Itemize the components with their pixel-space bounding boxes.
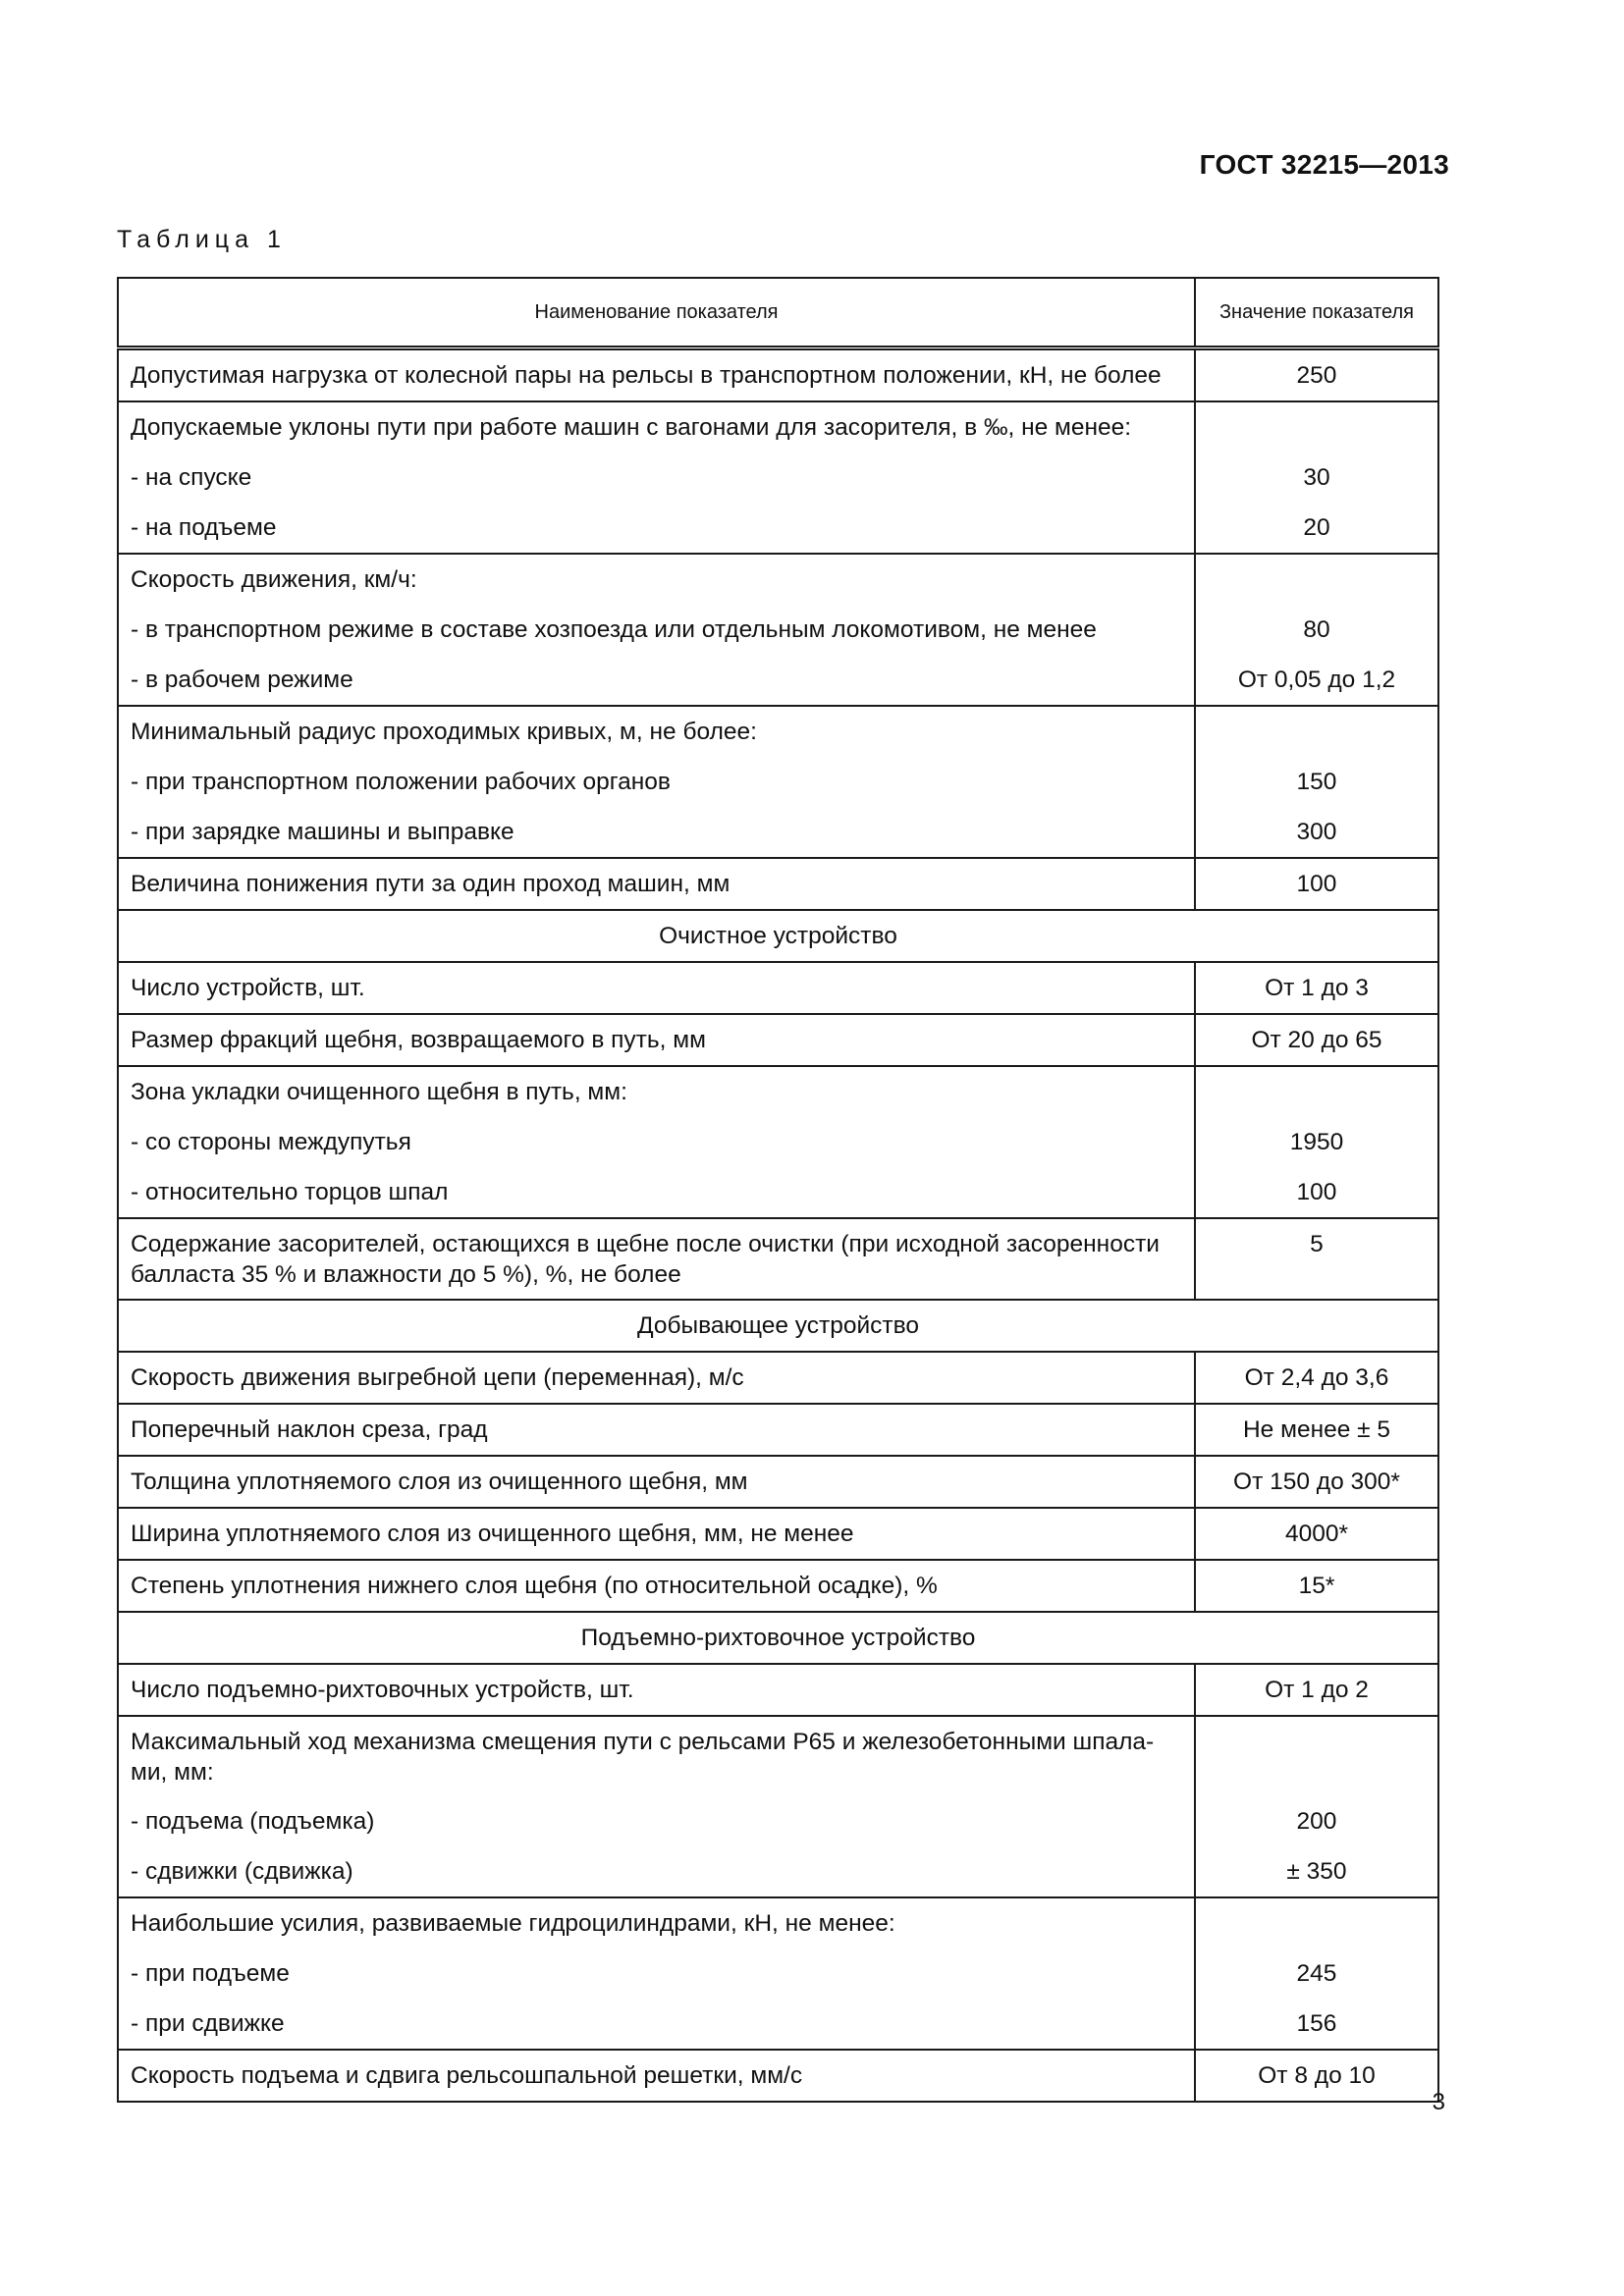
indicator-value [1208, 555, 1426, 605]
indicator-value-cell [1195, 1560, 1438, 1612]
indicator-name: Минимальный радиус проходимых кривых, м, не более: [131, 719, 757, 745]
table-row [118, 1066, 1438, 1218]
header-indicator-name: Наименование показателя [118, 278, 1195, 348]
indicator-value: Не менее ± 5 [1242, 1416, 1391, 1443]
indicator-subitem: - при зарядке машины и выправке [131, 819, 514, 845]
indicator-name-cell [118, 962, 1195, 1014]
indicator-name-cell [118, 1352, 1195, 1404]
table-row [118, 1352, 1438, 1404]
table-row [118, 1716, 1438, 1897]
indicator-subitem: - при транспортном положении рабочих органов [131, 769, 671, 795]
indicator-value: 30 [1303, 464, 1330, 491]
table-body [118, 348, 1438, 2103]
indicator-name: Допускаемые уклоны пути при работе машин с вагонами для засорителя, в ‰, не менее: [131, 414, 1132, 441]
table-header-row [118, 278, 1438, 348]
indicator-name-cell [118, 1664, 1195, 1716]
table-row [118, 706, 1438, 858]
header-indicator-value: Значение показателя [1195, 278, 1438, 348]
indicator-name-cell [118, 1066, 1195, 1218]
indicator-subitem: - со стороны междупутья [131, 1129, 411, 1155]
indicator-value: От 1 до 3 [1265, 975, 1369, 1001]
indicator-name-cell [118, 554, 1195, 706]
indicator-name: Скорость движения выгребной цепи (переменная), м/с [131, 1364, 744, 1391]
page-number: 3 [1432, 2089, 1445, 2115]
section-title [118, 910, 1438, 962]
indicator-value-cell [1195, 1014, 1438, 1066]
table-row [118, 1014, 1438, 1066]
indicator-value: 80 [1303, 616, 1330, 643]
indicator-value: 250 [1296, 362, 1337, 389]
table-row [118, 1456, 1438, 1508]
indicator-subitem: - относительно торцов шпал [131, 1179, 449, 1205]
indicator-name-cell [118, 401, 1195, 554]
indicator-value-cell [1195, 1352, 1438, 1404]
indicator-name-cell [118, 1456, 1195, 1508]
section-title-text: Подъемно-рихтовочное устройство [580, 1625, 976, 1651]
indicator-value: 200 [1296, 1808, 1337, 1835]
indicator-subitem: - на подъеме [131, 514, 277, 541]
indicator-value [1208, 402, 1426, 453]
indicator-value-cell [1195, 1664, 1438, 1716]
indicator-value-cell [1195, 1508, 1438, 1560]
indicator-subitem: - в рабочем режиме [131, 667, 353, 693]
indicator-value-cell [1195, 1404, 1438, 1456]
indicator-value: От 1 до 2 [1265, 1677, 1369, 1703]
indicator-value-cell [1195, 2050, 1438, 2102]
indicator-value [1208, 707, 1426, 757]
indicator-subitem: - подъема (подъемка) [131, 1808, 375, 1835]
indicator-name: Наибольшие усилия, развиваемые гидроцилиндрами, кН, не менее: [131, 1910, 895, 1937]
indicator-name-cell [118, 1560, 1195, 1612]
indicator-subitem: - при подъеме [131, 1960, 290, 1987]
table-caption: Таблица 1 [117, 226, 287, 253]
indicator-subitem: - в транспортном режиме в составе хозпоезда или отдельным локомотивом, не менее [131, 616, 1097, 643]
indicator-value: 1950 [1289, 1129, 1344, 1155]
table-row [118, 1218, 1438, 1300]
table-row [118, 858, 1438, 910]
indicator-name: Поперечный наклон среза, град [131, 1416, 488, 1443]
indicator-value-cell [1195, 554, 1438, 706]
indicator-value-cell [1195, 1456, 1438, 1508]
indicator-value: 156 [1296, 2010, 1337, 2037]
indicator-name-cell [118, 1218, 1195, 1300]
specifications-table [117, 277, 1439, 2103]
indicator-value-cell [1195, 962, 1438, 1014]
document-code: ГОСТ 32215—2013 [1199, 149, 1449, 180]
indicator-name-cell [118, 348, 1195, 402]
section-title-text: Очистное устройство [659, 923, 897, 949]
indicator-value: 300 [1296, 819, 1337, 845]
indicator-name-cell [118, 2050, 1195, 2102]
indicator-value: ± 350 [1286, 1858, 1347, 1885]
indicator-name-cell [118, 1014, 1195, 1066]
indicator-value: От 0,05 до 1,2 [1237, 667, 1396, 693]
indicator-value: От 2,4 до 3,6 [1244, 1364, 1389, 1391]
value-spacer [1208, 1717, 1426, 1796]
section-row [118, 910, 1438, 962]
indicator-name: Число подъемно-рихтовочных устройств, шт. [131, 1677, 634, 1703]
indicator-value-cell [1195, 1218, 1438, 1300]
indicator-value [1208, 1067, 1426, 1117]
indicator-value-cell [1195, 858, 1438, 910]
indicator-name: Число устройств, шт. [131, 975, 365, 1001]
indicator-value: 245 [1296, 1960, 1337, 1987]
table-row [118, 348, 1438, 402]
table-row [118, 1560, 1438, 1612]
indicator-subitem: - сдвижки (сдвижка) [131, 1858, 353, 1885]
indicator-name: Величина понижения пути за один проход машин, мм [131, 871, 731, 897]
indicator-name: Толщина уплотняемого слоя из очищенного щебня, мм [131, 1468, 748, 1495]
indicator-value: От 150 до 300* [1233, 1468, 1400, 1495]
table-row [118, 1897, 1438, 2050]
indicator-value: От 20 до 65 [1251, 1027, 1382, 1053]
indicator-value-cell [1195, 706, 1438, 858]
section-row [118, 1612, 1438, 1664]
indicator-value: 100 [1296, 871, 1337, 897]
indicator-name: Зона укладки очищенного щебня в путь, мм: [131, 1079, 627, 1105]
indicator-name-cell [118, 858, 1195, 910]
section-title [118, 1300, 1438, 1352]
indicator-value [1208, 1898, 1426, 1949]
indicator-name: Скорость движения, км/ч: [131, 566, 417, 593]
indicator-value: 5 [1310, 1231, 1324, 1257]
indicator-name-cell [118, 1508, 1195, 1560]
indicator-name-cell [118, 1897, 1195, 2050]
indicator-name: Степень уплотнения нижнего слоя щебня (по относительной осадке), % [131, 1573, 938, 1599]
indicator-value-cell [1195, 348, 1438, 402]
table-row [118, 401, 1438, 554]
indicator-name-cell [118, 1716, 1195, 1897]
table-row [118, 1664, 1438, 1716]
indicator-value-cell [1195, 1897, 1438, 2050]
table-row [118, 962, 1438, 1014]
indicator-value: 150 [1296, 769, 1337, 795]
table-row [118, 554, 1438, 706]
section-title-text: Добывающее устройство [636, 1312, 920, 1339]
indicator-value-cell [1195, 1066, 1438, 1218]
section-row [118, 1300, 1438, 1352]
table-row [118, 1508, 1438, 1560]
indicator-name: Ширина уплотняемого слоя из очищенного щебня, мм, не менее [131, 1521, 854, 1547]
indicator-value-cell [1195, 1716, 1438, 1897]
indicator-name: Допустимая нагрузка от колесной пары на рельсы в транспортном положении, кН, не более [131, 362, 1162, 389]
indicator-name: Скорость подъема и сдвига рельсошпальной решетки, мм/с [131, 2062, 803, 2089]
indicator-subitem: - на спуске [131, 464, 252, 491]
indicator-value: 4000* [1284, 1521, 1349, 1547]
indicator-subitem: - при сдвижке [131, 2010, 285, 2037]
indicator-name: Размер фракций щебня, возвращаемого в путь, мм [131, 1027, 706, 1053]
indicator-value: От 8 до 10 [1258, 2062, 1376, 2089]
indicator-value: 15* [1298, 1573, 1335, 1599]
table-row [118, 1404, 1438, 1456]
indicator-name: Максимальный ход механизма смещения пути с рельсами Р65 и железобетонными шпала-ми, мм: [131, 1729, 1155, 1786]
indicator-value: 20 [1303, 514, 1330, 541]
indicator-name: Содержание засорителей, остающихся в щебне после очистки (при исходной засоренности балласта 35 % и влажности до 5 %), %, не более [131, 1231, 1160, 1288]
table-row [118, 2050, 1438, 2102]
section-title [118, 1612, 1438, 1664]
indicator-value: 100 [1296, 1179, 1337, 1205]
indicator-name-cell [118, 1404, 1195, 1456]
indicator-value-cell [1195, 401, 1438, 554]
indicator-name-cell [118, 706, 1195, 858]
